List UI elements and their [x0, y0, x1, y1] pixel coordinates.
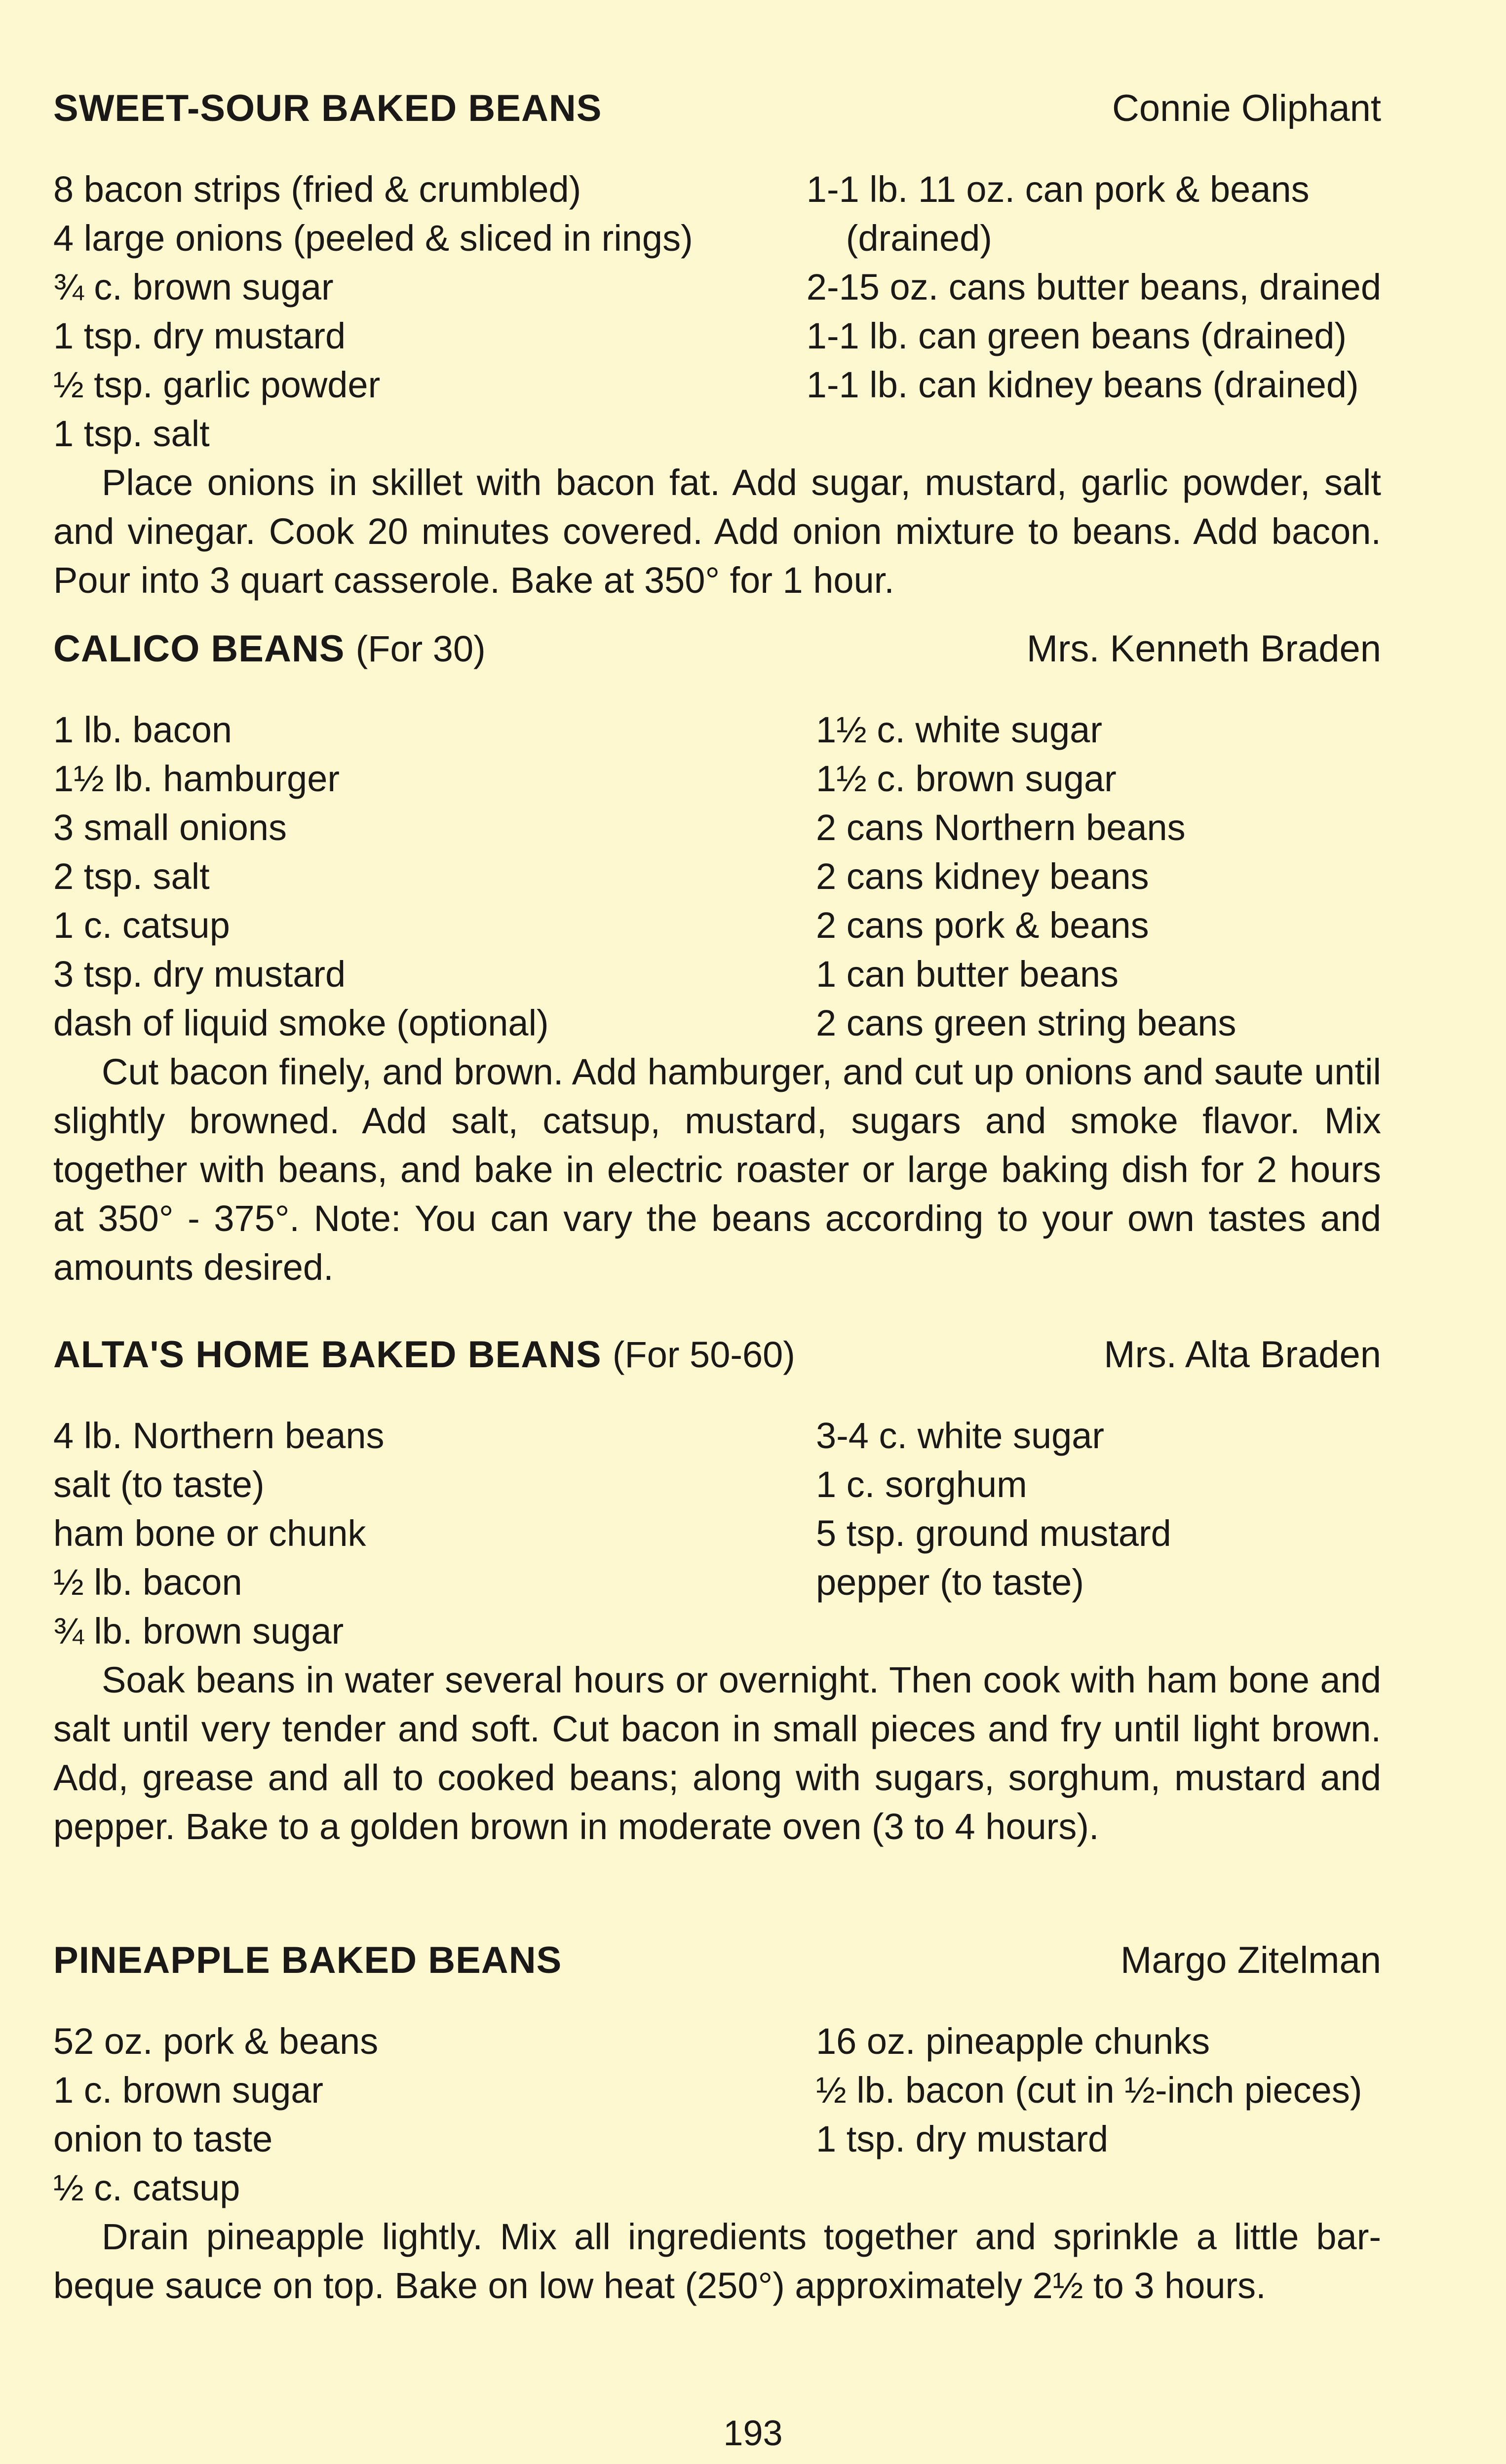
ingredient-item: 1½ lb. hamburger — [53, 758, 340, 799]
recipe-directions: Drain pineapple lightly. Mix all ingredients together and sprinkle a little bar-beque sauce on top. Bake on low heat (250°) approximately 2½ to 3 hours. — [53, 2216, 1381, 2306]
ingredient-item: 4 large onions (peeled & sliced in rings) — [53, 218, 693, 259]
recipe-author: Mrs. Kenneth Braden — [1026, 628, 1381, 670]
ingredient-item: 3-4 c. white sugar — [816, 1415, 1105, 1456]
ingredient-list — [53, 165, 1381, 458]
ingredient-item: 1 tsp. salt — [53, 413, 210, 454]
recipe-altas-home-baked-beans — [53, 1320, 1381, 1851]
recipe-calico-beans — [53, 615, 1381, 1292]
recipe-author: Mrs. Alta Braden — [1104, 1334, 1381, 1376]
ingredient-item: 1 lb. bacon — [53, 709, 232, 750]
ingredient-item: 1 c. sorghum — [816, 1464, 1027, 1505]
ingredient-item: 1-1 lb. can green beans (drained) — [806, 315, 1347, 356]
ingredient-column-right — [816, 2017, 1381, 2212]
ingredient-item: ½ lb. bacon (cut in ½-inch pieces) — [816, 2070, 1362, 2111]
ingredient-item: 2 cans green string beans — [816, 1002, 1236, 1043]
ingredient-item: ½ tsp. garlic powder — [53, 364, 381, 405]
ingredient-item: 5 tsp. ground mustard — [816, 1513, 1171, 1554]
ingredient-item: ham bone or chunk — [53, 1513, 366, 1554]
ingredient-item: ¾ lb. brown sugar — [53, 1611, 344, 1652]
recipe-header — [53, 1926, 1381, 1995]
ingredient-item: 1 tsp. dry mustard — [816, 2118, 1109, 2159]
ingredient-item: 2 tsp. salt — [53, 856, 210, 897]
recipe-directions: Place onions in skillet with bacon fat. Add sugar, mustard, garlic powder, salt and vinegar. Cook 20 minutes covered. Add onion mixture to beans. Add bacon. Pour into 3 quart casserole. Bake at 350° for 1 hour. — [53, 462, 1381, 601]
recipe-author: Connie Oliphant — [1112, 87, 1381, 129]
ingredient-item-continued: (drained) — [846, 218, 992, 259]
recipe-pineapple-baked-beans — [53, 1926, 1381, 2310]
ingredient-item: ½ c. catsup — [53, 2167, 240, 2208]
recipe-author: Margo Zitelman — [1120, 1939, 1381, 1981]
ingredient-item: pepper (to taste) — [816, 1562, 1084, 1603]
ingredient-item: salt (to taste) — [53, 1464, 265, 1505]
ingredient-item: dash of liquid smoke (optional) — [53, 1002, 549, 1043]
ingredient-item: 1-1 lb. can kidney beans (drained) — [806, 364, 1359, 405]
ingredient-item: 8 bacon strips (fried & crumbled) — [53, 169, 581, 210]
recipe-directions: Soak beans in water several hours or overnight. Then cook with ham bone and salt until very tender and soft. Cut bacon in small pieces and fry until light brown. Add, grease and all to cooked beans; along with sugars, sorghum, mustard and pepper. Bake to a golden brown in moderate oven (3 to 4 hours). — [53, 1659, 1381, 1847]
ingredient-item: 3 small onions — [53, 807, 287, 848]
ingredient-item: ½ lb. bacon — [53, 1562, 242, 1603]
ingredient-item: 1 c. catsup — [53, 905, 230, 946]
recipe-serving-note: (For 30) — [355, 628, 486, 669]
ingredient-list — [53, 705, 1381, 1047]
ingredient-list — [53, 2017, 1381, 2212]
ingredient-column-left — [53, 2017, 816, 2212]
ingredient-column-right — [816, 1411, 1381, 1656]
ingredient-list — [53, 1411, 1381, 1656]
ingredient-item: onion to taste — [53, 2118, 273, 2159]
recipe-title: ALTA'S HOME BAKED BEANS (For 50-60) — [53, 1334, 795, 1376]
ingredient-item: 16 oz. pineapple chunks — [816, 2021, 1210, 2062]
ingredient-column-right — [807, 165, 1381, 458]
recipe-serving-note: (For 50-60) — [612, 1334, 795, 1375]
ingredient-item: 2 cans kidney beans — [816, 856, 1149, 897]
ingredient-column-right — [816, 705, 1381, 1047]
recipe-title: PINEAPPLE BAKED BEANS — [53, 1939, 562, 1981]
ingredient-item: 2-15 oz. cans butter beans, drained — [806, 267, 1381, 308]
ingredient-item: 1 c. brown sugar — [53, 2070, 324, 2111]
page-number: 193 — [723, 2414, 783, 2453]
ingredient-column-left — [53, 1411, 816, 1656]
recipe-header — [53, 1320, 1381, 1389]
recipe-title: SWEET-SOUR BAKED BEANS — [53, 87, 602, 129]
ingredient-item: 1½ c. brown sugar — [816, 758, 1117, 799]
ingredient-column-left — [53, 165, 807, 458]
ingredient-item: 2 cans Northern beans — [816, 807, 1186, 848]
recipe-header — [53, 74, 1381, 143]
ingredient-item: 2 cans pork & beans — [816, 905, 1149, 946]
recipe-directions: Cut bacon finely, and brown. Add hamburger, and cut up onions and saute until slightly browned. Add salt, catsup, mustard, sugars and smoke flavor. Mix together with beans, and bake in electric roaster or large baking dish for 2 hours at 350° - 375°. Note: You can vary the beans according to your own tastes and amounts desired. — [53, 1051, 1381, 1288]
recipe-sweet-sour-baked-beans — [53, 74, 1381, 605]
ingredient-item: 1 can butter beans — [816, 954, 1119, 995]
ingredient-item: ¾ c. brown sugar — [53, 267, 334, 308]
recipe-title: CALICO BEANS (For 30) — [53, 628, 486, 670]
ingredient-column-left — [53, 705, 816, 1047]
ingredient-item: 1½ c. white sugar — [816, 709, 1102, 750]
ingredient-item: 3 tsp. dry mustard — [53, 954, 346, 995]
ingredient-item: 1 tsp. dry mustard — [53, 315, 346, 356]
ingredient-item: 1-1 lb. 11 oz. can pork & beans — [806, 169, 1310, 210]
ingredient-item: 4 lb. Northern beans — [53, 1415, 385, 1456]
recipe-header — [53, 615, 1381, 684]
ingredient-item: 52 oz. pork & beans — [53, 2021, 379, 2062]
cookbook-page — [53, 74, 1381, 2310]
